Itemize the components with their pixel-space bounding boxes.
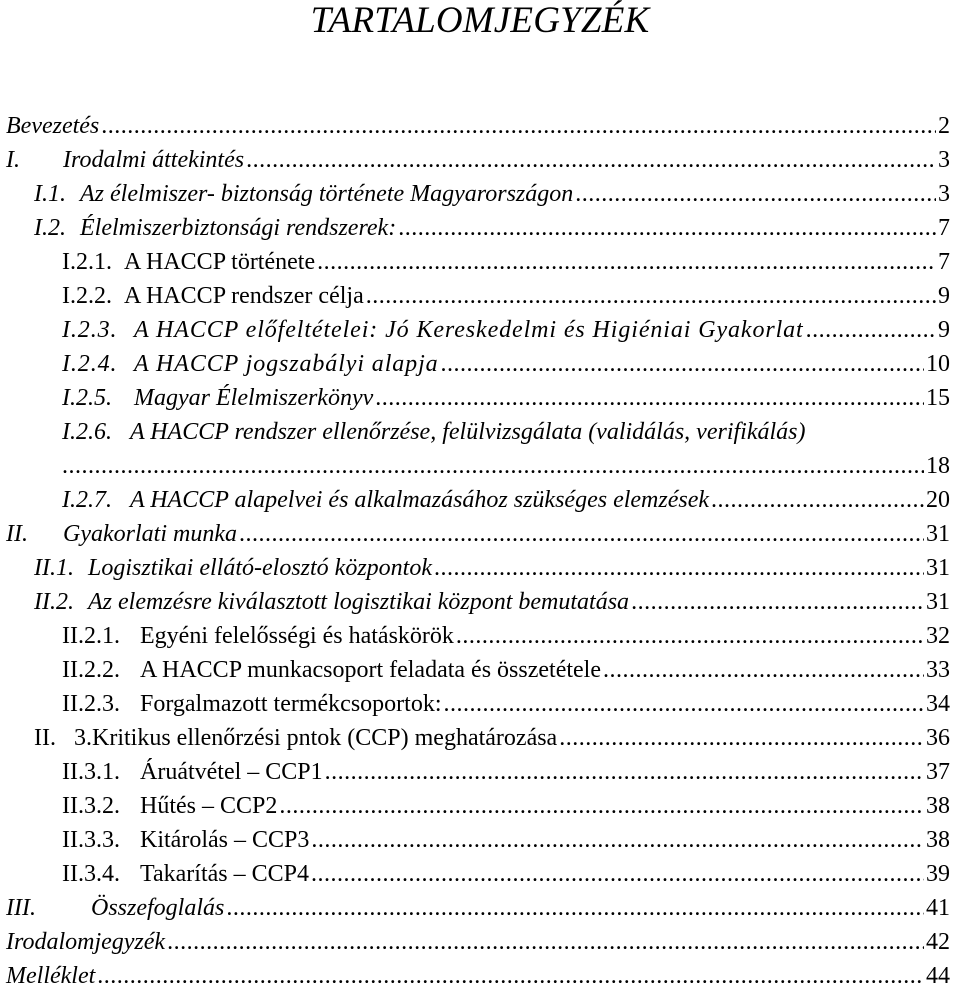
toc-leader-dots	[101, 109, 936, 143]
toc-entry-label	[0, 517, 237, 551]
toc-entry-label	[0, 177, 573, 211]
toc-page-number: 2	[938, 113, 950, 139]
toc-entry[interactable]	[0, 415, 960, 449]
toc-entry-label	[0, 551, 432, 585]
toc-page-number: 15	[926, 385, 950, 411]
toc-entry-text: 3.Kritikus ellenőrzési pntok (CCP) meghatározása	[74, 725, 558, 751]
toc-entry-text: A HACCP története	[124, 249, 316, 275]
toc-entry-text: Élelmiszerbiztonsági rendszerek:	[80, 215, 397, 241]
toc-entry-number: II.	[34, 725, 56, 751]
toc-page-number: 31	[926, 589, 950, 615]
toc-leader-dots	[603, 653, 924, 687]
toc-page-number: 33	[926, 657, 950, 683]
toc-entry-text: Az élelmiszer- biztonság története Magyarországon	[80, 181, 574, 207]
toc-page-number: 20	[926, 487, 950, 513]
toc-page-number: 39	[926, 861, 950, 887]
toc-leader-dots	[444, 687, 925, 721]
toc-entry-label	[0, 381, 373, 415]
toc-leader-dots	[226, 891, 924, 925]
toc-entry-text: A HACCP rendszer ellenőrzése, felülvizsgálata (validálás, verifikálás)	[130, 419, 806, 445]
toc-entry-label	[0, 211, 396, 245]
toc-entry-number: II.3.1.	[62, 759, 120, 785]
toc-entry-label	[0, 959, 95, 993]
toc-entry[interactable]	[0, 789, 960, 823]
toc-leader-dots	[97, 959, 924, 993]
toc-entry[interactable]	[0, 177, 960, 211]
toc-entry-text: A HACCP előfeltételei: Jó Kereskedelmi és Higiéniai Gyakorlat	[134, 317, 804, 343]
toc-entry-label	[0, 279, 364, 313]
toc-entry-text: Hűtés – CCP2	[140, 793, 278, 819]
toc-entry-label	[0, 313, 804, 347]
toc-leader-dots	[456, 619, 924, 653]
toc-entry[interactable]	[0, 721, 960, 755]
toc-entry[interactable]	[0, 109, 960, 143]
toc-page-number: 32	[926, 623, 950, 649]
toc-entry-text: Gyakorlati munka	[63, 521, 237, 547]
toc-entry-number: I.2.6.	[62, 419, 112, 445]
toc-entry[interactable]	[0, 687, 960, 721]
toc-page-number: 38	[926, 793, 950, 819]
toc-page-number: 3	[938, 181, 950, 207]
toc-page-number: 31	[926, 521, 950, 547]
toc-leader-dots	[366, 279, 936, 313]
toc-entry-text: Magyar Élelmiszerkönyv	[134, 385, 374, 411]
toc-page-number: 3	[938, 147, 950, 173]
toc-page-number: 7	[938, 249, 950, 275]
toc-page-number: 41	[926, 895, 950, 921]
toc-entry-number: I.2.5.	[62, 385, 112, 411]
toc-page-number: 9	[938, 283, 950, 309]
toc-leader-dots	[434, 551, 924, 585]
toc-entry[interactable]	[0, 959, 960, 993]
toc-entry-number: I.2.2.	[62, 283, 112, 309]
toc-entry-text: A HACCP alapelvei és alkalmazásához szükséges elemzések	[130, 487, 710, 513]
toc-page-number: 38	[926, 827, 950, 853]
toc-entry-text: A HACCP jogszabályi alapja	[134, 351, 439, 377]
toc-entry-label	[0, 347, 439, 381]
toc-leader-dots	[311, 823, 924, 857]
toc-entry-label	[0, 687, 442, 721]
toc-entry[interactable]	[0, 313, 960, 347]
toc-entry[interactable]	[0, 653, 960, 687]
toc-entry-number: I.2.7.	[62, 487, 112, 513]
toc-entry-number: I.2.3.	[62, 317, 118, 343]
toc-entry-text: Irodalomjegyzék	[6, 929, 166, 955]
toc-leader-dots	[325, 755, 924, 789]
toc-leader-dots	[167, 925, 924, 959]
toc-page-number: 44	[926, 963, 950, 989]
toc-page-number: 42	[926, 929, 950, 955]
toc-entry-label	[0, 857, 309, 891]
toc-entry-label	[0, 619, 454, 653]
toc-entry-label	[0, 415, 805, 449]
toc-leader-dots	[62, 449, 924, 483]
toc-entry-label	[0, 109, 99, 143]
toc-page-number: 31	[926, 555, 950, 581]
toc-entry-label	[0, 823, 309, 857]
toc-entry[interactable]	[0, 755, 960, 789]
toc-entry-continuation[interactable]	[0, 449, 960, 483]
toc-entry[interactable]	[0, 823, 960, 857]
table-of-contents	[0, 109, 960, 993]
toc-entry[interactable]	[0, 857, 960, 891]
toc-page-number: 9	[938, 317, 950, 343]
toc-entry-text: Bevezetés	[6, 113, 100, 139]
toc-entry-text: Áruátvétel – CCP1	[140, 759, 323, 785]
toc-leader-dots	[375, 381, 924, 415]
toc-entry-number: II.3.2.	[62, 793, 120, 819]
toc-leader-dots	[631, 585, 924, 619]
toc-entry-label	[0, 585, 629, 619]
toc-entry-label	[0, 789, 277, 823]
toc-entry-number: II.2.3.	[62, 691, 120, 717]
toc-entry-number: III.	[6, 895, 36, 921]
toc-leader-dots	[398, 211, 936, 245]
toc-entry[interactable]	[0, 381, 960, 415]
toc-entry-label	[0, 143, 244, 177]
toc-page-number: 36	[926, 725, 950, 751]
toc-leader-dots	[575, 177, 936, 211]
toc-entry-number: I.1.	[34, 181, 66, 207]
toc-entry[interactable]	[0, 279, 960, 313]
toc-leader-dots	[317, 245, 936, 279]
toc-page-number: 10	[926, 351, 950, 377]
toc-entry-text: A HACCP munkacsoport feladata és összetétele	[140, 657, 601, 683]
toc-entry-number: I.2.4.	[62, 351, 118, 377]
toc-entry-number: II.2.1.	[62, 623, 120, 649]
toc-entry-number: II.2.	[34, 589, 74, 615]
toc-entry[interactable]	[0, 517, 960, 551]
toc-entry-label	[0, 925, 165, 959]
toc-page-number: 18	[926, 453, 950, 479]
toc-entry-label	[0, 483, 709, 517]
toc-leader-dots	[441, 347, 924, 381]
toc-leader-dots	[711, 483, 924, 517]
toc-leader-dots	[246, 143, 936, 177]
toc-entry[interactable]	[0, 551, 960, 585]
page-title: TARTALOMJEGYZÉK	[310, 0, 650, 41]
toc-entry-number: II.1.	[34, 555, 74, 581]
toc-entry-label	[0, 755, 323, 789]
toc-entry-number: II.3.4.	[62, 861, 120, 887]
toc-entry-text: Logisztikai ellátó-elosztó központok	[88, 555, 432, 581]
toc-entry-text: Forgalmazott termékcsoportok:	[140, 691, 442, 717]
toc-leader-dots	[279, 789, 924, 823]
toc-entry-number: I.2.1.	[62, 249, 112, 275]
toc-entry-label	[0, 653, 601, 687]
toc-entry[interactable]	[0, 925, 960, 959]
toc-entry-number: I.2.	[34, 215, 66, 241]
toc-entry-number: I.	[6, 147, 20, 173]
toc-leader-dots	[239, 517, 924, 551]
toc-entry-text: Kitárolás – CCP3	[140, 827, 310, 853]
toc-entry-text: Melléklet	[6, 963, 96, 989]
toc-entry-label	[0, 891, 224, 925]
toc-entry-label	[0, 245, 315, 279]
toc-page-number: 34	[926, 691, 950, 717]
toc-page-number: 37	[926, 759, 950, 785]
toc-entry-text: Az elemzésre kiválasztott logisztikai központ bemutatása	[88, 589, 630, 615]
toc-entry[interactable]	[0, 891, 960, 925]
toc-leader-dots	[806, 313, 936, 347]
toc-entry[interactable]	[0, 585, 960, 619]
toc-entry-text: A HACCP rendszer célja	[124, 283, 364, 309]
toc-entry-number: II.3.3.	[62, 827, 120, 853]
toc-page-number: 7	[938, 215, 950, 241]
toc-entry[interactable]	[0, 483, 960, 517]
toc-entry[interactable]	[0, 211, 960, 245]
toc-entry-number: II.	[6, 521, 28, 547]
toc-entry[interactable]	[0, 143, 960, 177]
toc-leader-dots	[311, 857, 924, 891]
toc-entry-label	[0, 721, 557, 755]
toc-entry-text: Irodalmi áttekintés	[63, 147, 245, 173]
toc-entry[interactable]	[0, 619, 960, 653]
toc-entry-number: II.2.2.	[62, 657, 120, 683]
toc-leader-dots	[559, 721, 924, 755]
toc-entry[interactable]	[0, 245, 960, 279]
toc-entry-text: Egyéni felelősségi és hatáskörök	[140, 623, 454, 649]
toc-entry-text: Takarítás – CCP4	[140, 861, 309, 887]
toc-entry-text: Összefoglalás	[91, 895, 225, 921]
toc-entry[interactable]	[0, 347, 960, 381]
